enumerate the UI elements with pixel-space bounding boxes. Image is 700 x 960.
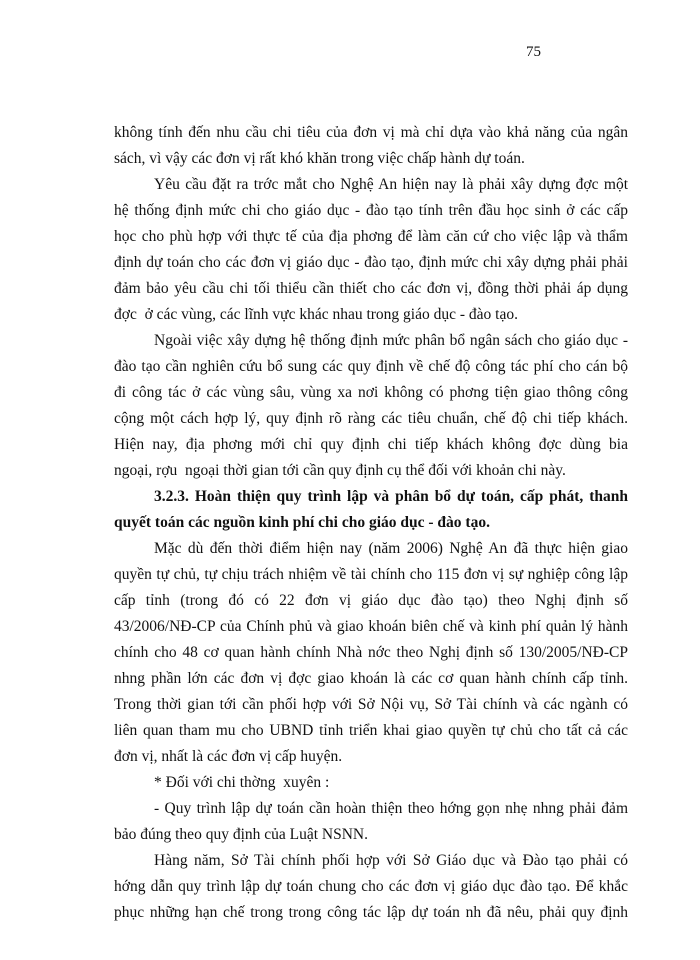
text-line: Hiện nay, địa phơng mới chỉ quy định chi tiếp khách không đợc dùng bia [114,436,628,453]
page-number: 75 [526,44,541,60]
text-line: nhng phần lớn các đơn vị đợc giao khoán là các cơ quan hành chính cấp tỉnh. [114,670,628,687]
text-line: học cho phù hợp với thực tế của địa phơng để làm căn cứ cho việc lập và thẩm [114,228,628,245]
text-line: Yêu cầu đặt ra trớc mắt cho Nghệ An hiện nay là phải xây dựng đợc một [154,176,628,193]
text-line: đảm bảo yêu cầu chi tối thiểu cần thiết cho các đơn vị, đồng thời phải áp dụng [114,280,628,297]
section-heading-line: 3.2.3. Hoàn thiện quy trình lập và phân bổ dự toán, cấp phát, thanh [154,488,628,505]
section-heading-line: quyết toán các nguồn kinh phí chi cho giáo dục - đào tạo. [114,514,490,531]
text-line: hệ thống định mức chi cho giáo dục - đào tạo tính trên đầu học sinh ở các cấp [114,202,628,219]
text-line: đào tạo cần nghiên cứu bổ sung các quy định về chế độ công tác phí cho cán bộ [114,358,628,375]
text-line: - Quy trình lập dự toán cần hoàn thiện theo hớng gọn nhẹ nhng phải đảm [154,800,628,817]
text-line: đi công tác ở các vùng sâu, vùng xa nơi không có phơng tiện giao thông công [114,384,628,401]
text-line: liên quan tham mu cho UBND tỉnh triển khai giao quyền tự chủ cho tất cả các [114,722,628,739]
text-line: cấp tỉnh (trong đó có 22 đơn vị giáo dục đào tạo) theo Nghị định số [114,592,628,609]
text-line: Mặc dù đến thời điểm hiện nay (năm 2006) Nghệ An đã thực hiện giao [154,540,628,557]
text-line: Hàng năm, Sở Tài chính phối hợp với Sở Giáo dục và Đào tạo phải có [154,852,628,869]
text-line: đơn vị, nhất là các đơn vị cấp huyện. [114,748,343,765]
text-line: cộng một cách hợp lý, quy định rõ ràng các tiêu chuẩn, chế độ chi tiếp khách. [114,410,628,427]
text-line: ngoại, rợu ngoại thời gian tới cần quy định cụ thể đối với khoản chi này. [114,462,566,479]
text-line: Ngoài việc xây dựng hệ thống định mức phân bổ ngân sách cho giáo dục - [154,332,628,349]
text-line: chính cho 48 cơ quan hành chính Nhà nớc theo Nghị định số 130/2005/NĐ-CP [114,644,628,661]
text-line: phục những hạn chế trong trong công tác lập dự toán nh đã nêu, phải quy định [114,904,628,921]
text-line: định dự toán cho các đơn vị giáo dục - đào tạo, định mức chi xây dựng phải phải [114,254,628,271]
text-line: Trong thời gian tới cần phối hợp với Sở Nội vụ, Sở Tài chính và các ngành có [114,696,628,713]
text-line: đợc ở các vùng, các lĩnh vực khác nhau trong giáo dục - đào tạo. [114,306,518,323]
text-line: bảo đúng theo quy định của Luật NSNN. [114,826,368,843]
text-line: * Đối với chi thờng xuyên : [154,774,330,791]
text-line: 43/2006/NĐ-CP của Chính phủ và giao khoán biên chế và kinh phí quản lý hành [114,618,628,635]
text-line: quyền tự chủ, tự chịu trách nhiệm về tài chính cho 115 đơn vị sự nghiệp công lập [114,566,628,583]
text-line: sách, vì vậy các đơn vị rất khó khăn trong việc chấp hành dự toán. [114,150,525,167]
text-line: hớng dẫn quy trình lập dự toán chung cho các đơn vị giáo dục đào tạo. Để khắc [114,878,628,895]
body-text [114,120,628,926]
text-line: không tính đến nhu cầu chi tiêu của đơn vị mà chỉ dựa vào khả năng của ngân [114,124,628,141]
